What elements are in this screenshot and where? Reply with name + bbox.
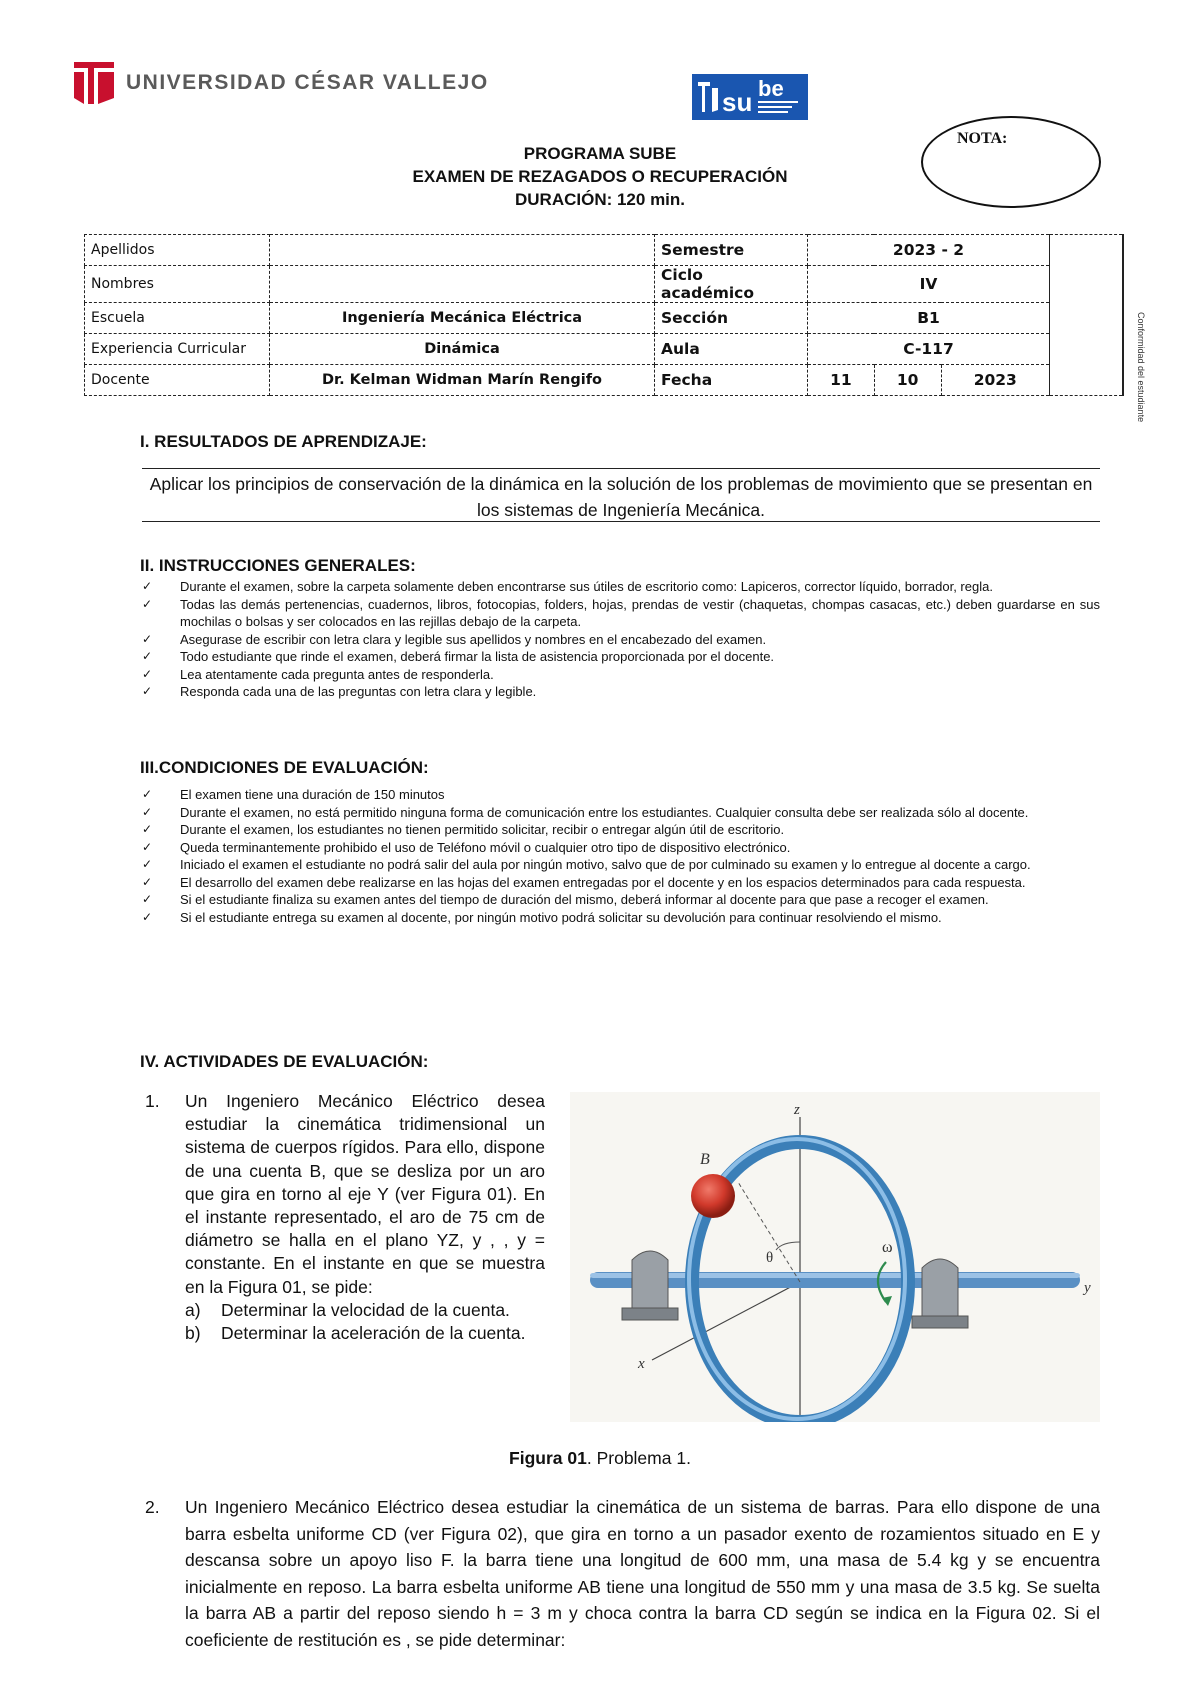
list-item: ✓ Si el estudiante finaliza su examen antes del tiempo de duración del mismo, deberá informar al docente para que pase a recoger el examen. [140,891,1100,909]
theta-label: θ [766,1250,774,1266]
axis-x-label: x [638,1356,645,1372]
instructions-list [140,578,1100,701]
escuela-label: Escuela [85,303,270,334]
problem-1-sub-a [185,1299,545,1322]
list-item: ✓ Responda cada una de las preguntas con letra clara y legible. [140,683,1100,701]
aula-value: C-117 [808,334,1050,365]
list-item: ✓ Si el estudiante entrega su examen al docente, por ningún motivo podrá solicitar su devolución para continuar resolviendo el mismo. [140,909,1100,927]
axis-z-label: z [794,1102,800,1118]
ciclo-label: Ciclo académico [655,266,808,303]
program-title: PROGRAMA SUBE [523,144,677,163]
escuela-value: Ingeniería Mecánica Eléctrica [270,303,655,334]
sube-text-su: su [722,87,753,117]
list-item: ✓ Durante el examen, los estudiantes no tienen permitido solicitar, recibir o entregar algún útil de escritorio. [140,821,1100,839]
docente-value: Dr. Kelman Widman Marín Rengifo [270,365,655,396]
problem-1-number: 1. [145,1091,160,1111]
duration-title: DURACIÓN: 120 min. [514,190,686,209]
sube-logo [692,74,808,120]
caption-text: . Problema 1. [586,1448,691,1468]
list-item: ✓ Asegurase de escribir con letra clara y legible sus apellidos y nombres en el encabezado del examen. [140,631,1100,649]
semestre-value: 2023 - 2 [808,235,1050,266]
seccion-label: Sección [655,303,808,334]
seccion-value: B1 [808,303,1050,334]
fecha-year: 2023 [941,365,1049,396]
omega-label: ω [882,1239,893,1256]
ucv-logo [72,58,489,108]
section-2-title: II. INSTRUCCIONES GENERALES: [140,556,416,575]
section-4-title: IV. ACTIVIDADES DE EVALUACIÓN: [140,1052,429,1071]
university-name: UNIVERSIDAD CÉSAR VALLEJO [126,71,489,94]
apellidos-label: Apellidos [85,235,270,266]
sub-a-letter: a) [185,1299,201,1320]
aula-label: Aula [655,334,808,365]
signature-cell[interactable] [1050,235,1124,396]
list-item: ✓ Durante el examen, no está permitido ninguna forma de comunicación entre los estudiantes. Cualquier consulta debe ser realizada sólo al docente. [140,804,1100,822]
exam-header [0,142,1200,211]
fecha-month: 10 [874,365,941,396]
list-item: ✓ Todas las demás pertenencias, cuadernos, libros, fotocopias, folders, hojas, prendas de vestir (chaquetas, chompas casacas, etc.) deben guardarse en sus mochilas o bolsas y ser colocados en las rejillas debajo de la carpeta. [140,596,1100,631]
ucv-shield-icon [72,58,116,108]
conditions-list [140,786,1100,926]
sube-text-be: be [758,76,784,101]
problem-2-number: 2. [145,1497,160,1517]
list-item: ✓ Todo estudiante que rinde el examen, deberá firmar la lista de asistencia proporcionada por el docente. [140,648,1100,666]
figure-01-caption [0,1448,1200,1469]
fecha-label: Fecha [655,365,808,396]
section-3-title: III.CONDICIONES DE EVALUACIÓN: [140,758,429,777]
exam-title: EXAMEN DE REZAGADOS O RECUPERACIÓN [412,167,788,186]
experiencia-value: Dinámica [270,334,655,365]
grade-label: NOTA: [957,130,1008,147]
apellidos-field[interactable] [270,235,655,266]
list-item: ✓ Lea atentamente cada pregunta antes de responderla. [140,666,1100,684]
list-item: ✓ El examen tiene una duración de 150 minutos [140,786,1100,804]
sub-b-text: Determinar la aceleración de la cuenta. [221,1323,526,1344]
sub-b-letter: b) [185,1323,201,1344]
experiencia-label: Experiencia Curricular [85,334,270,365]
nombres-label: Nombres [85,266,270,303]
problem-1-sub-b [185,1322,545,1345]
axis-y-label: y [1084,1280,1091,1296]
docente-label: Docente [85,365,270,396]
list-item: ✓ El desarrollo del examen debe realizarse en las hojas del examen entregadas por el docente y en los espacios determinados para cada respuesta. [140,874,1100,892]
list-item: ✓ Queda terminantemente prohibido el uso de Teléfono móvil o cualquier otro tipo de dispositivo electrónico. [140,839,1100,857]
semestre-label: Semestre [655,235,808,266]
sub-a-text: Determinar la velocidad de la cuenta. [221,1299,510,1320]
figure-01-ring-diagram [570,1092,1100,1422]
learning-outcome: Aplicar los principios de conservación de la dinámica en la solución de los problemas de movimiento que se presentan en los sistemas de Ingeniería Mecánica. [142,468,1100,522]
list-item: ✓ Durante el examen, sobre la carpeta solamente deben encontrarse sus útiles de escritorio como: Lapiceros, corrector líquido, borrador, regla. [140,578,1100,596]
side-note: Conformidad del estudiante [1136,312,1146,423]
problem-1 [145,1090,545,1345]
list-item: ✓ Iniciado el examen el estudiante no podrá salir del aula por ningún motivo, salvo que de por culminado su examen y lo entregue al docente a cargo. [140,856,1100,874]
problem-2 [145,1494,1100,1653]
problem-2-text: Un Ingeniero Mecánico Eléctrico desea estudiar la cinemática de un sistema de barras. Para ello dispone de una barra esbelta uniforme CD (ver Figura 02), que gira en torno a un pasador exento de rozamientos situado en E y descansa sobre un apoyo liso F. la barra tiene una longitud de 600 mm, una masa de 5.4 kg y se encuentra inicialmente en reposo. La barra esbelta uniforme AB tiene una longitud de 550 mm y una masa de 3.5 kg. Se suelta la barra AB a partir del reposo siendo h = 3 m y choca contra la barra CD según se indica en la Figura 02. Si el coeficiente de restitución es , se pide determinar: [185,1497,1100,1650]
ciclo-value: IV [808,266,1050,303]
fecha-day: 11 [808,365,875,396]
nombres-field[interactable] [270,266,655,303]
problem-1-text: Un Ingeniero Mecánico Eléctrico desea estudiar la cinemática tridimensional un sistema de cuerpos rígidos. Para ello, dispone de una cuenta B, que se desliza por un aro que gira en torno al eje Y (ver Figura 01). En el instante representado, el aro de 75 cm de diámetro se halla en el plano YZ, y , , y = constante. En el instante en que se muestra en la Figura 01, se pide: [185,1091,545,1297]
student-info-table [84,234,1124,396]
caption-label: Figura 01 [509,1448,587,1468]
bead-label: B [700,1151,710,1168]
section-1-title: I. RESULTADOS DE APRENDIZAJE: [140,432,427,451]
